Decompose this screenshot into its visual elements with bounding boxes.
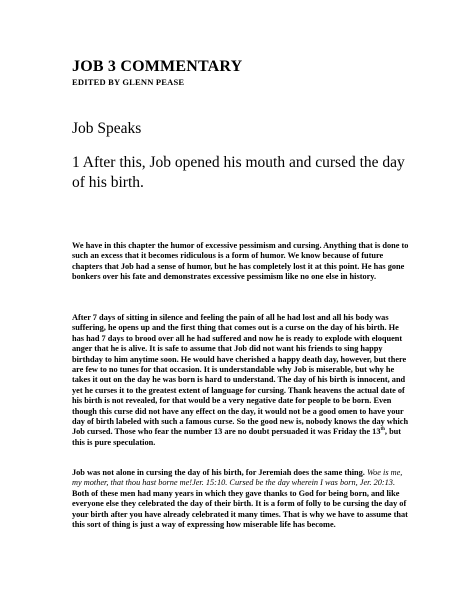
scripture-ref-1: Jer. 15:10.	[192, 478, 228, 488]
paragraph-2	[72, 313, 410, 448]
document-title: JOB 3 COMMENTARY	[72, 58, 243, 75]
scripture-quote-2: Cursed be the day wherein I was born,	[229, 478, 358, 488]
editor-credit: EDITED BY GLENN PEASE	[72, 77, 185, 87]
ordinal-suffix: th	[380, 427, 385, 433]
paragraph-1: We have in this chapter the humor of excessive pessimism and cursing. Anything that is done to such an excess that it becomes ridiculous is a form of humor. We know because of future chapters that Job had a sense of humor, but he has completely lost it at this point. He has gone bonkers over his fate and demonstrates excessive pessimism like no one else in history.	[72, 241, 409, 282]
scripture-ref-2: Jer. 20:13.	[359, 478, 396, 488]
paragraph-2-text: After 7 days of sitting in silence and feeling the pain of all he had lost and all his body was suffering, he opens up and the first thing that comes out is a curse on the day of his birth. He has had 7 days to brood over all he had suffered and now he is ready to explode with eloquent anger that he is alive. It is safe to assume that Job did not want his friends to sing happy birthday to him anytime soon. He would have cherished a happy death day, however, but there are few to no tunes for that occasion. It is understandable why Job is miserable, but why he takes it out on the day he was born is hard to understand. The day of his birth is innocent, and yet he curses it to the greatest extent of language for cursing. Thank heavens the actual date of his birth is not revealed, for that would be a very negative date for people to be born. Even though this curse did not have any effect on the day, it would not be a good omen to have your day of birth labeled with such a famous curse. So the good new is, nobody knows the day which Job cursed. Those who fear the number 13 are no doubt persuaded it was Friday the 13	[72, 313, 409, 437]
section-heading: Job Speaks	[72, 120, 142, 137]
scripture-quote-1: Woe is me, my mother, that thou hast borne me!	[72, 468, 403, 488]
paragraph-3-rest: Both of these men had many years in which they gave thanks to God for being born, and like everyone else they celebrated the day of their birth. It is a form of folly to be cursing the day of your birth after you have already celebrated it many times. That is why we have to assume that this sort of thing is just a way of expressing how miserable life has become.	[72, 488, 408, 530]
paragraph-3	[72, 468, 410, 530]
paragraph-2-end: , but this is pure speculation.	[72, 427, 402, 447]
verse-heading: 1 After this, Job opened his mouth and cursed the day of his birth.	[72, 154, 405, 191]
paragraph-3-intro: Job was not alone in cursing the day of his birth, for Jeremiah does the same thing.	[72, 468, 365, 477]
